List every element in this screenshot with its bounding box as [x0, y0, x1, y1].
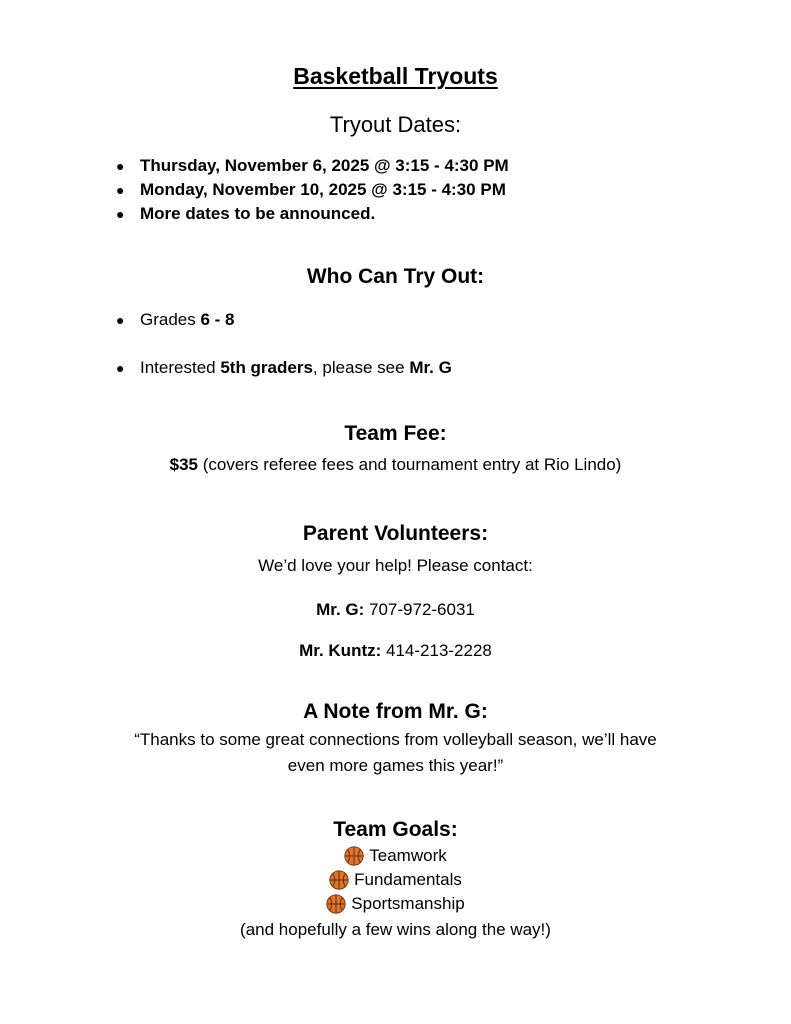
contact-mr-kuntz: [0, 641, 791, 661]
fifth-graders-text: 5th graders: [220, 358, 313, 377]
list-item-fifth-graders: [116, 358, 452, 378]
grades-label: Grades: [140, 310, 201, 329]
list-item: ● Thursday, November 6, 2025 @ 3:15 - 4:30 PM: [116, 156, 509, 180]
note-heading: A Note from Mr. G:: [303, 700, 488, 723]
grades-value: 6 - 8: [200, 310, 235, 329]
contact-name: Mr. Kuntz:: [299, 641, 382, 660]
page-title: Basketball Tryouts: [293, 63, 498, 89]
fifth-prefix: Interested: [140, 358, 221, 377]
goal-label: Fundamentals: [354, 870, 462, 889]
tryout-dates-list: [116, 156, 509, 228]
eligibility-list: [116, 310, 452, 378]
parent-volunteers-heading: Parent Volunteers:: [302, 522, 489, 545]
goal-item: [0, 894, 791, 919]
team-fee-text: [0, 455, 791, 475]
note-line-2: even more games this year!”: [287, 756, 504, 775]
who-can-try-out-heading: Who Can Try Out:: [306, 265, 485, 288]
goal-label: Teamwork: [369, 846, 447, 865]
contact-name: Mr. G:: [316, 600, 365, 619]
fee-description: (covers referee fees and tournament entry at Rio Lindo): [198, 455, 622, 474]
fifth-contact: Mr. G: [409, 358, 452, 377]
fifth-mid: , please see: [312, 358, 410, 377]
volunteers-intro: We’d love your help! Please contact:: [258, 556, 533, 575]
basketball-icon: [329, 870, 349, 890]
goal-label: Sportsmanship: [351, 894, 465, 913]
contact-phone: 707-972-6031: [364, 600, 475, 619]
contact-phone: 414-213-2228: [381, 641, 492, 660]
list-item: ● Monday, November 10, 2025 @ 3:15 - 4:30 PM: [116, 180, 509, 204]
fee-amount: $35: [169, 455, 199, 474]
team-fee-heading: Team Fee:: [344, 422, 447, 445]
goals-footer: (and hopefully a few wins along the way!): [240, 920, 551, 939]
basketball-icon: [326, 894, 346, 914]
contact-mr-g: [0, 600, 791, 620]
team-goals-heading: Team Goals:: [333, 818, 458, 841]
list-item-grades: [116, 310, 452, 330]
note-line-1: “Thanks to some great connections from volleyball season, we’ll have: [134, 730, 657, 749]
goal-item: [0, 870, 791, 895]
goal-item: [0, 846, 791, 871]
basketball-icon: [344, 846, 364, 866]
tryout-dates-heading: Tryout Dates:: [329, 112, 462, 137]
list-item: ● More dates to be announced.: [116, 204, 509, 228]
